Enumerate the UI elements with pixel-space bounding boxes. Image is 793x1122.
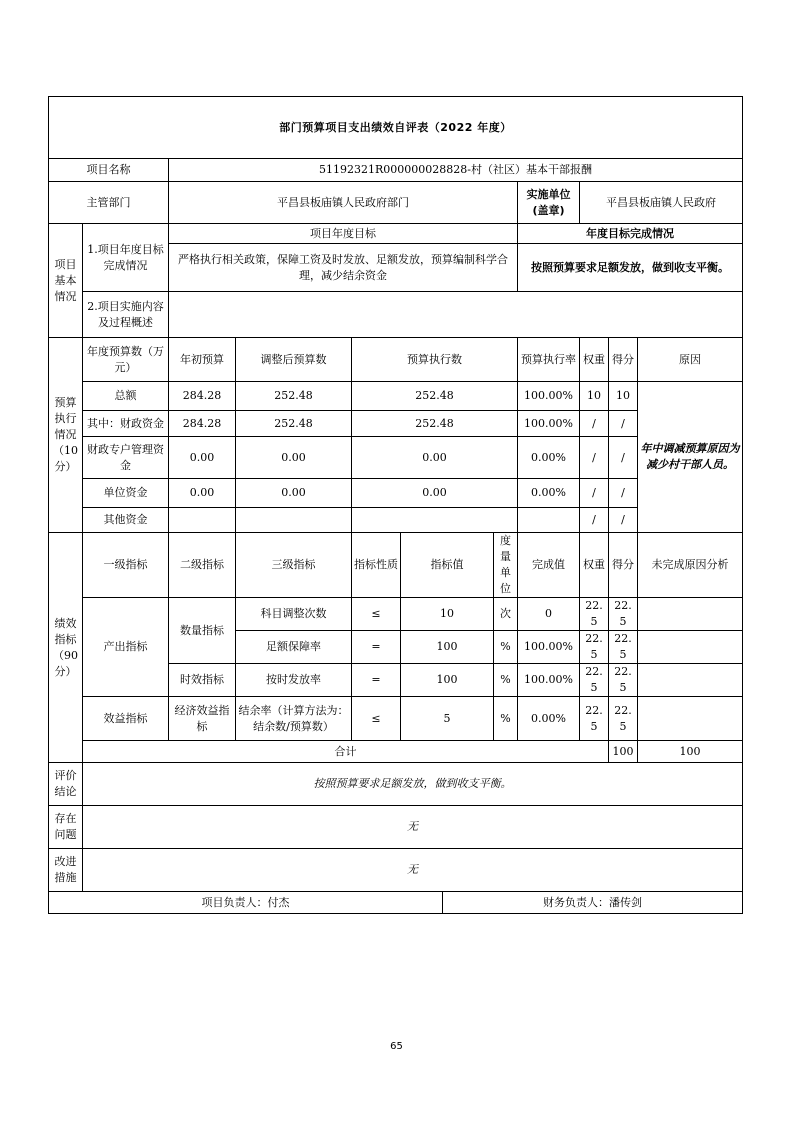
budget-row-adjusted — [236, 508, 352, 533]
conclusion-label: 评价结论 — [49, 763, 83, 806]
perf-header-level1: 一级指标 — [83, 533, 169, 598]
perf-row-value: 5 — [401, 697, 494, 741]
perf-row-score: 22.5 — [609, 697, 638, 741]
output-indicator-label: 产出指标 — [83, 598, 169, 697]
perf-row-value: 100 — [401, 664, 494, 697]
perf-row-done: 0 — [518, 598, 580, 631]
budget-row-executed: 0.00 — [352, 479, 518, 508]
budget-reason-text: 年中调减预算原因为减少村干部人员。 — [638, 382, 743, 533]
budget-row-executed: 0.00 — [352, 437, 518, 479]
budget-row-weight: / — [580, 479, 609, 508]
perf-section-label: 绩效指标（90分） — [49, 533, 83, 763]
goal-text: 严格执行相关政策，保障工资及时发放、足额发放，预算编制科学合理，减少结余资金 — [169, 244, 518, 292]
completion-text: 按照预算要求足额发放，做到收支平衡。 — [518, 244, 743, 292]
perf-row-level3: 足额保障率 — [236, 631, 352, 664]
measures-label: 改进措施 — [49, 849, 83, 892]
measures-text: 无 — [83, 849, 743, 892]
budget-row-adjusted: 252.48 — [236, 382, 352, 411]
perf-row-score: 22.5 — [609, 664, 638, 697]
impl-unit-value: 平昌县板庙镇人民政府 — [580, 182, 743, 224]
econ-benefit-label: 经济效益指标 — [169, 697, 236, 741]
process-value — [169, 292, 743, 338]
budget-header-weight: 权重 — [580, 338, 609, 382]
perf-header-value: 指标值 — [401, 533, 494, 598]
perf-row-unit: % — [494, 664, 518, 697]
perf-row-value: 10 — [401, 598, 494, 631]
perf-header-analysis: 未完成原因分析 — [638, 533, 743, 598]
budget-header-annual: 年度预算数（万元） — [83, 338, 169, 382]
budget-row-rate: 100.00% — [518, 411, 580, 437]
perf-row-analysis — [638, 631, 743, 664]
perf-row-nature: ≤ — [352, 598, 401, 631]
budget-row-adjusted: 252.48 — [236, 411, 352, 437]
perf-row-analysis — [638, 697, 743, 741]
budget-header-reason: 原因 — [638, 338, 743, 382]
perf-row-done: 0.00% — [518, 697, 580, 741]
budget-header-initial: 年初预算 — [169, 338, 236, 382]
budget-row-initial: 0.00 — [169, 437, 236, 479]
perf-row-score: 22.5 — [609, 631, 638, 664]
process-label: 2.项目实施内容及过程概述 — [83, 292, 169, 338]
budget-row-name: 其他资金 — [83, 508, 169, 533]
project-name-label: 项目名称 — [49, 159, 169, 182]
perf-row-level3: 按时发放率 — [236, 664, 352, 697]
finance-lead: 财务负责人：潘传剑 — [443, 892, 743, 914]
perf-row-nature: = — [352, 631, 401, 664]
perf-row-weight: 22.5 — [580, 631, 609, 664]
budget-header-adjusted: 调整后预算数 — [236, 338, 352, 382]
budget-row-name: 财政专户管理资金 — [83, 437, 169, 479]
issues-label: 存在问题 — [49, 806, 83, 849]
total-label: 合计 — [83, 741, 609, 763]
perf-row-weight: 22.5 — [580, 598, 609, 631]
goal-label: 1.项目年度目标完成情况 — [83, 224, 169, 292]
perf-row-analysis — [638, 664, 743, 697]
basic-section-label: 项目基本情况 — [49, 224, 83, 338]
budget-row-score: / — [609, 411, 638, 437]
budget-header-rate: 预算执行率 — [518, 338, 580, 382]
budget-row-rate: 100.00% — [518, 382, 580, 411]
perf-header-level3: 三级指标 — [236, 533, 352, 598]
budget-row-rate: 0.00% — [518, 437, 580, 479]
project-name-value: 51192321R000000028828-村（社区）基本干部报酬 — [169, 159, 743, 182]
perf-row-unit: % — [494, 697, 518, 741]
perf-row-score: 22.5 — [609, 598, 638, 631]
total-score: 100 — [638, 741, 743, 763]
budget-row-weight: 10 — [580, 382, 609, 411]
budget-row-adjusted: 0.00 — [236, 479, 352, 508]
page-number: 65 — [390, 1041, 403, 1052]
dept-value: 平昌县板庙镇人民政府部门 — [169, 182, 518, 224]
perf-row-nature: = — [352, 664, 401, 697]
total-weight: 100 — [609, 741, 638, 763]
perf-row-level3: 结余率（计算方法为：结余数/预算数） — [236, 697, 352, 741]
budget-row-weight: / — [580, 437, 609, 479]
goal-header: 项目年度目标 — [169, 224, 518, 244]
perf-header-level2: 二级指标 — [169, 533, 236, 598]
budget-row-rate — [518, 508, 580, 533]
perf-row-weight: 22.5 — [580, 664, 609, 697]
perf-header-nature: 指标性质 — [352, 533, 401, 598]
budget-row-score: / — [609, 508, 638, 533]
perf-row-value: 100 — [401, 631, 494, 664]
budget-row-initial: 284.28 — [169, 411, 236, 437]
conclusion-text: 按照预算要求足额发放，做到收支平衡。 — [83, 763, 743, 806]
budget-row-weight: / — [580, 411, 609, 437]
perf-header-done: 完成值 — [518, 533, 580, 598]
perf-row-done: 100.00% — [518, 664, 580, 697]
budget-row-executed: 252.48 — [352, 382, 518, 411]
perf-header-score: 得分 — [609, 533, 638, 598]
timely-indicator-label: 时效指标 — [169, 664, 236, 697]
budget-row-initial: 0.00 — [169, 479, 236, 508]
perf-header-weight: 权重 — [580, 533, 609, 598]
issues-text: 无 — [83, 806, 743, 849]
budget-row-initial — [169, 508, 236, 533]
budget-row-score: / — [609, 437, 638, 479]
self-evaluation-table — [48, 96, 743, 914]
perf-row-unit: % — [494, 631, 518, 664]
perf-header-unit: 度量单位 — [494, 533, 518, 598]
budget-row-executed — [352, 508, 518, 533]
budget-row-weight: / — [580, 508, 609, 533]
quantity-indicator-label: 数量指标 — [169, 598, 236, 664]
perf-row-done: 100.00% — [518, 631, 580, 664]
impl-unit-label: 实施单位 (盖章) — [518, 182, 580, 224]
completion-header: 年度目标完成情况 — [518, 224, 743, 244]
budget-row-initial: 284.28 — [169, 382, 236, 411]
perf-row-weight: 22.5 — [580, 697, 609, 741]
budget-header-score: 得分 — [609, 338, 638, 382]
budget-row-name: 总额 — [83, 382, 169, 411]
budget-row-name: 单位资金 — [83, 479, 169, 508]
perf-row-analysis — [638, 598, 743, 631]
budget-row-adjusted: 0.00 — [236, 437, 352, 479]
budget-row-executed: 252.48 — [352, 411, 518, 437]
budget-section-label: 预算执行情况（10分） — [49, 338, 83, 533]
perf-row-unit: 次 — [494, 598, 518, 631]
budget-row-name: 其中：财政资金 — [83, 411, 169, 437]
dept-label: 主管部门 — [49, 182, 169, 224]
benefit-indicator-label: 效益指标 — [83, 697, 169, 741]
budget-row-score: 10 — [609, 382, 638, 411]
budget-header-executed: 预算执行数 — [352, 338, 518, 382]
perf-row-nature: ≤ — [352, 697, 401, 741]
page-title: 部门预算项目支出绩效自评表（2022 年度） — [49, 97, 743, 159]
project-lead: 项目负责人：付杰 — [49, 892, 443, 914]
budget-row-score: / — [609, 479, 638, 508]
perf-row-level3: 科目调整次数 — [236, 598, 352, 631]
budget-row-rate: 0.00% — [518, 479, 580, 508]
